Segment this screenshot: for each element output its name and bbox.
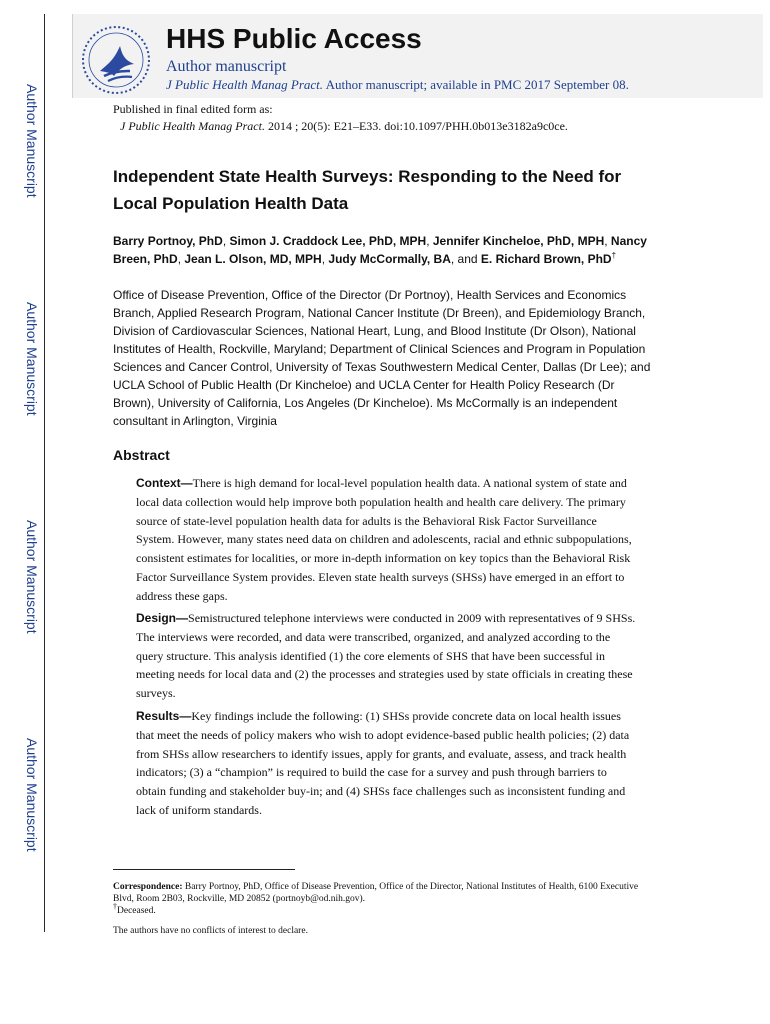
- author-separator: ,: [222, 234, 230, 248]
- published-label: Published in final edited form as:: [113, 102, 273, 116]
- availability-line: [166, 76, 629, 94]
- correspondence-text: Barry Portnoy, PhD, Office of Disease Prevention, Office of the Director, National Institutes of Health, 6100 Executive Blvd, Room 2B03, Rockville, MD 20852 (portnoyb@od.nih.gov).: [113, 882, 639, 904]
- side-label-author-manuscript: Author Manuscript: [24, 84, 40, 198]
- author-name: Nancy Breen, PhD: [113, 234, 647, 266]
- side-label-author-manuscript: Author Manuscript: [24, 302, 40, 416]
- correspondence-label: Correspondence:: [113, 882, 183, 892]
- author-separator: ,: [321, 252, 329, 266]
- author-name: Jean L. Olson, MD, MPH: [184, 252, 322, 266]
- abstract-results: [136, 707, 636, 820]
- author-name: Jennifer Kincheloe, PhD, MPH: [432, 234, 605, 248]
- section-label: Design—: [136, 611, 189, 625]
- availability-text: Author manuscript; available in PMC 2017 September 08.: [323, 77, 629, 92]
- section-text: There is high demand for local-level population health data. A national system of state and local data collection would help improve both population health and health care delivery. The primary source of state-level population health data for adults is the Behavioral Risk Factor Surveillance System. However, many states need data on children and adolescents, racial and ethnic subpopulations, consistent estimates for localities, or more in-depth information on key topics than the Behavioral Risk Factor Surveillance System provides. Eleven state health surveys (SHSs) have emerged in an effort to address these gaps.: [136, 476, 632, 603]
- correspondence-note: [113, 881, 643, 905]
- deceased-note: [113, 901, 643, 917]
- abstract-heading: Abstract: [113, 447, 170, 463]
- footnotes: [113, 881, 643, 937]
- author-name: E. Richard Brown, PhD: [480, 252, 612, 266]
- side-label-author-manuscript: Author Manuscript: [24, 738, 40, 852]
- citation-journal: J Public Health Manag Pract.: [120, 119, 265, 133]
- author-separator: ,: [604, 234, 611, 248]
- author-name: Barry Portnoy, PhD: [113, 234, 223, 248]
- hhs-logo-icon: [80, 24, 152, 96]
- citation-text: 2014 ; 20(5): E21–E33. doi:10.1097/PHH.0b013e3182a9c0ce.: [264, 119, 568, 133]
- author-manuscript-subtitle: Author manuscript: [166, 58, 287, 75]
- affiliations: Office of Disease Prevention, Office of the Director (Dr Portnoy), Health Services and Economics Branch, Applied Research Program, National Cancer Institute (Dr Breen), and Epidemiology Branch, Division of Cardiovascular Sciences, National Heart, Lung, and Blood Institute (Dr Olson), National Institutes of Health, Rockville, Maryland; Department of Clinical Sciences and Program in Population Sciences and Cancer Control, University of Texas Southwestern Medical Center, Dallas (Dr Lee); and UCLA School of Public Health (Dr Kincheloe) and UCLA Center for Health Policy Research (Dr Brown), University of California, Los Angeles (Dr Kincheloe). Ms McCormally is an independent consultant in Arlington, Virginia: [113, 288, 651, 428]
- conflict-statement: The authors have no conflicts of interest to declare.: [113, 926, 308, 936]
- abstract-design: [136, 609, 636, 703]
- article-title: Independent State Health Surveys: Responding to the Need for Local Population Health Data: [113, 167, 622, 213]
- section-text: Key findings include the following: (1) SHSs provide concrete data on local health issues that meet the needs of policy makers who wish to adopt evidence-based public health policies; (2) data from SHSs allow researchers to identify issues, apply for grants, and evaluate, assess, and track health indicators; (3) a “champion” is required to build the case for a survey and push through barriers to obtain funding and stakeholder buy-in; and (4) SHSs face challenges such as inconsistent funding and lack of uniform standards.: [136, 709, 630, 817]
- side-label-author-manuscript: Author Manuscript: [24, 520, 40, 634]
- section-label: Context—: [136, 476, 193, 490]
- publication-info: [113, 101, 753, 135]
- journal-abbrev: J Public Health Manag Pract.: [166, 77, 324, 92]
- margin-rule: [44, 14, 45, 932]
- deceased-mark: †: [113, 901, 117, 911]
- author-list: [113, 232, 673, 268]
- hhs-public-access-title: HHS Public Access: [166, 23, 422, 54]
- deceased-text: Deceased.: [117, 906, 156, 916]
- author-separator: ,: [426, 234, 433, 248]
- citation: [113, 118, 753, 135]
- author-separator: ,: [177, 252, 185, 266]
- author-name: Judy McCormally, BA: [328, 252, 451, 266]
- section-text: Semistructured telephone interviews were conducted in 2009 with representatives of 9 SHSs. The interviews were recorded, and data were transcribed, organized, and analyzed according to the query structure. This analysis identified (1) the core elements of SHS that have been successful in meeting needs for local data and (2) the processes and strategies used by state officials in creating these surveys.: [136, 611, 636, 701]
- author-name: Simon J. Craddock Lee, PhD, MPH: [229, 234, 427, 248]
- section-label: Results—: [136, 709, 192, 723]
- deceased-mark: †: [611, 251, 617, 260]
- footnote-divider: [113, 869, 295, 870]
- abstract-context: [136, 474, 636, 606]
- author-separator: , and: [450, 252, 481, 266]
